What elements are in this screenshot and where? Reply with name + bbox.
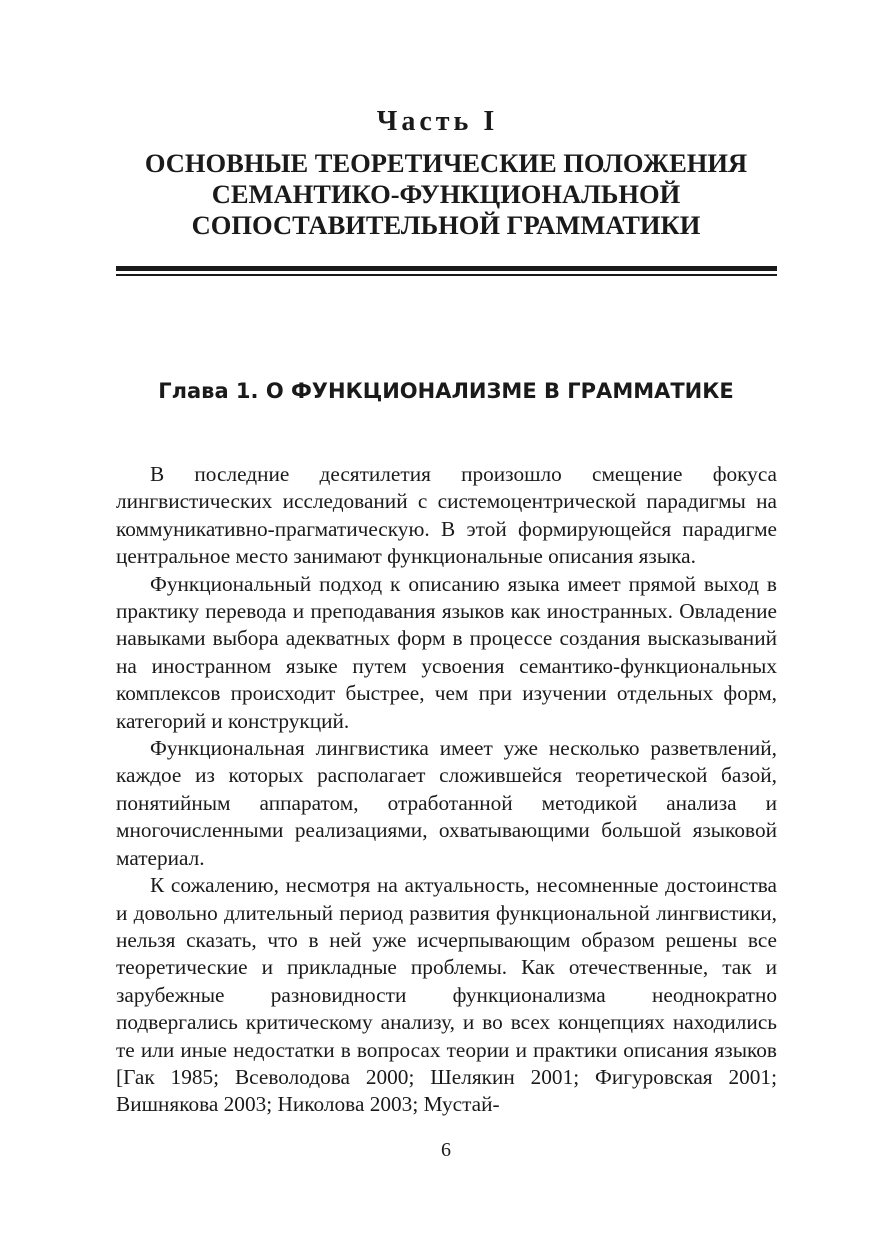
part-title-line-1: ОСНОВНЫЕ ТЕОРЕТИЧЕСКИЕ ПОЛОЖЕНИЯ — [144, 148, 748, 178]
paragraph-3: Функциональная лингвистика имеет уже несколько разветвлений, каждое из которых располагает сложившейся теоретической базой, понятийным аппаратом, отработанной методикой анализа и многочисленными реализациями, охватывающими большой языковой материал. — [116, 736, 777, 870]
chapter-title: Глава 1. О ФУНКЦИОНАЛИЗМЕ В ГРАММАТИКЕ — [158, 379, 734, 403]
page-number: 6 — [441, 1139, 451, 1161]
paragraph-1: В последние десятилетия произошло смещение фокуса лингвистических исследований с системоцентрической парадигмы на коммуникативно-прагматическую. В этой формирующейся парадигме центральное место занимают функциональные описания языка. — [116, 462, 777, 569]
double-rule-bottom — [116, 274, 777, 276]
part-title-line-3: СОПОСТАВИТЕЛЬНОЙ ГРАММАТИКИ — [191, 210, 701, 240]
part-title — [110, 148, 782, 241]
part-label: Часть I — [376, 106, 499, 137]
body-text — [116, 461, 777, 1119]
part-title-line-2: СЕМАНТИКО-ФУНКЦИОНАЛЬНОЙ — [211, 179, 681, 209]
double-rule-top — [116, 266, 777, 271]
paragraph-2: Функциональный подход к описанию языка имеет прямой выход в практику перевода и преподавания языков как иностранных. Овладение навыками выбора адекватных форм в процессе создания высказываний на иностранном языке путем усвоения семантико-функциональных комплексов происходит быстрее, чем при изучении отдельных форм, категорий и конструкций. — [116, 571, 777, 733]
paragraph-4: К сожалению, несмотря на актуальность, несомненные достоинства и довольно длительный период развития функциональной лингвистики, нельзя сказать, что в ней уже исчерпывающим образом решены все теоретические и прикладные проблемы. Как отечественные, так и зарубежные разновидности функционализма неоднократно подвергались критическому анализу, и во всех концепциях находились те или иные недостатки в вопросах теории и практики описания языков [Гак 1985; Всеволодова 2000; Шелякин 2001; Фигуровская 2001; Вишнякова 2003; Николова 2003; Мустай- — [116, 873, 777, 1117]
